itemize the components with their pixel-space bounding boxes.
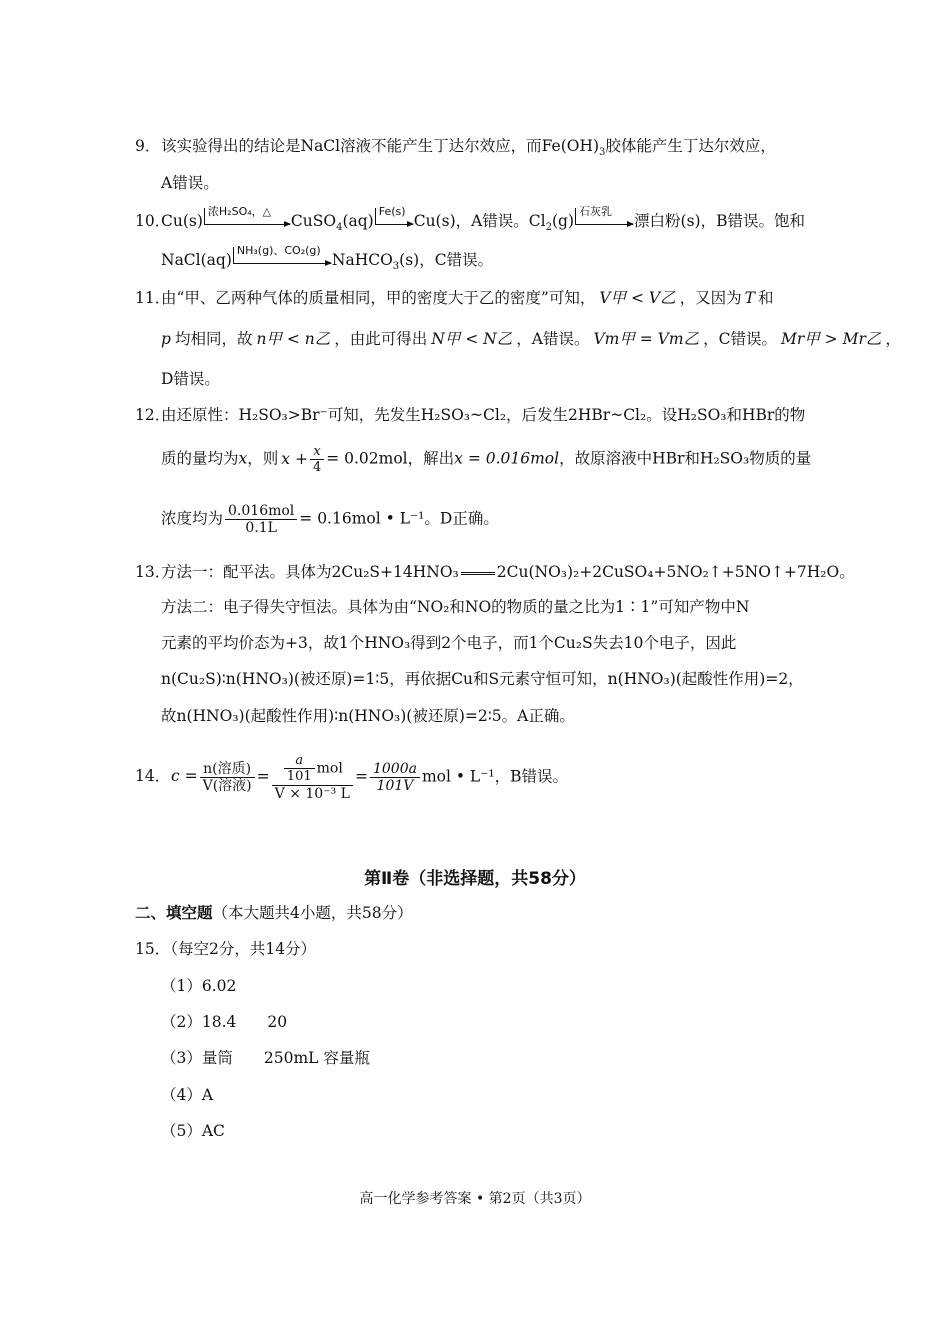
q9-line2: A错误。 xyxy=(161,174,219,192)
q15-answer-3: （3）量筒 250mL 容量瓶 xyxy=(161,1049,370,1067)
q11-line1: 11．由“甲、乙两种气体的质量相同，甲的密度大于乙的密度”可知， V甲 < V乙 ，又因为 T 和 xyxy=(135,289,774,307)
page-footer: 高一化学参考答案 • 第2页（共3页） xyxy=(359,1191,591,1207)
q13-line1: 13．方法一：配平法。具体为2Cu₂S+14HNO₃ 2Cu(NO₃)₂+2CuSO₄+5NO₂↑+5NO↑+7H₂O。 xyxy=(135,563,855,581)
q13-number: 13． xyxy=(135,563,171,581)
q12-number: 12． xyxy=(135,406,171,424)
fraction-result: $\frac{1000a}{101V}$ xyxy=(370,761,420,794)
q15-answer-2: （2）18.4 20 xyxy=(161,1013,288,1031)
q11-number: 11． xyxy=(135,289,171,307)
q10-line2: NaCl(aq) NH₃(g)、CO₂(g) NaHCO$_3$(s)，C错误。 xyxy=(161,244,494,273)
q13-line2: 方法二：电子得失守恒法。具体为由“NO₂和NO的物质的量之比为1∶1”可知产物中N xyxy=(161,598,750,616)
q13-line5: 故n(HNO₃)(起酸性作用)∶n(HNO₃)(被还原)=2∶5。A正确。 xyxy=(161,707,575,725)
reaction-arrow-1: 浓H₂SO₄，△ xyxy=(204,212,290,232)
q9-number: 9． xyxy=(135,137,161,155)
fraction-concentration: $\frac{\text{0.016mol}}{0.1L}$ xyxy=(225,503,297,536)
fraction-x-over-4: $\frac{x}{4}$ xyxy=(310,444,324,475)
q12-line3: 浓度均为 $\frac{\text{0.016mol}}{0.1L}$ = 0.16mol • L⁻¹。D正确。 xyxy=(161,503,499,536)
q13-line3: 元素的平均价态为+3，故1个HNO₃得到2个电子，而1个Cu₂S失去10个电子，因此 xyxy=(161,634,737,652)
q12-line1: 12．由还原性：H₂SO₃>Br⁻可知，先发生H₂SO₃~Cl₂，后发生2HBr~Cl₂。设H₂SO₃和HBr的物 xyxy=(135,406,806,424)
q15-answer-4: （4）A xyxy=(161,1086,214,1104)
q10-line1: 10．Cu(s) 浓H₂SO₄，△ CuSO$_4$(aq) Fe(s) Cu(s)，A错误。$Cl_2(g)$ 石灰乳 漂白粉(s)，B错误。饱和 xyxy=(135,205,805,234)
reaction-arrow-3: 石灰乳 xyxy=(575,212,633,232)
q14-line: 14．c = $\frac{\text{n(溶质)}}{\text{V(溶液)}}$ = $\frac{a}{101}$ mol V × 10⁻³ L = $\frac{1000a}{101V}$ mol • L⁻¹，B错误。 xyxy=(135,753,569,802)
q13-line4: n(Cu₂S)∶n(HNO₃)(被还原)=1∶5，再依据Cu和S元素守恒可知，n(HNO₃)(起酸性作用)=2， xyxy=(161,670,804,688)
q10-number: 10． xyxy=(135,212,171,230)
part2-heading: 二、填空题（本大题共4小题，共58分） xyxy=(135,904,413,922)
q12-line2: 质的量均为x，则 x + $\frac{x}{4}$ = 0.02mol，解出x = 0.016mol，故原溶液中HBr和H₂SO₃物质的量 xyxy=(161,444,812,475)
q15-answer-5: （5）AC xyxy=(161,1122,225,1140)
equation-equals-sign xyxy=(461,572,495,575)
q15-heading: 15．（每空2分，共14分） xyxy=(135,940,317,958)
q11-line2: p 均相同，故 n甲 < n乙 ，由此可得出 N甲 < N乙 ，A错误。 Vm甲 = Vm乙 ，C错误。 Mr甲 > Mr乙 ， xyxy=(161,330,901,348)
q11-line3: D错误。 xyxy=(161,370,220,388)
fraction-n-over-v: $\frac{\text{n(溶质)}}{\text{V(溶液)}}$ xyxy=(200,761,255,794)
reaction-arrow-2: Fe(s) xyxy=(375,212,413,232)
q15-answer-1: （1）6.02 xyxy=(161,977,237,995)
reaction-arrow-4: NH₃(g)、CO₂(g) xyxy=(233,251,331,271)
fraction-a-over-101: $\frac{a}{101}$ mol V × 10⁻³ L xyxy=(272,752,353,802)
section-title: 第Ⅱ卷（非选择题，共58分） xyxy=(364,869,586,889)
q9-line1: 9．该实验得出的结论是NaCl溶液不能产生丁达尔效应，而$Fe(OH)_3$胶体能产生丁达尔效应， xyxy=(135,137,776,159)
q14-number: 14． xyxy=(135,767,171,786)
